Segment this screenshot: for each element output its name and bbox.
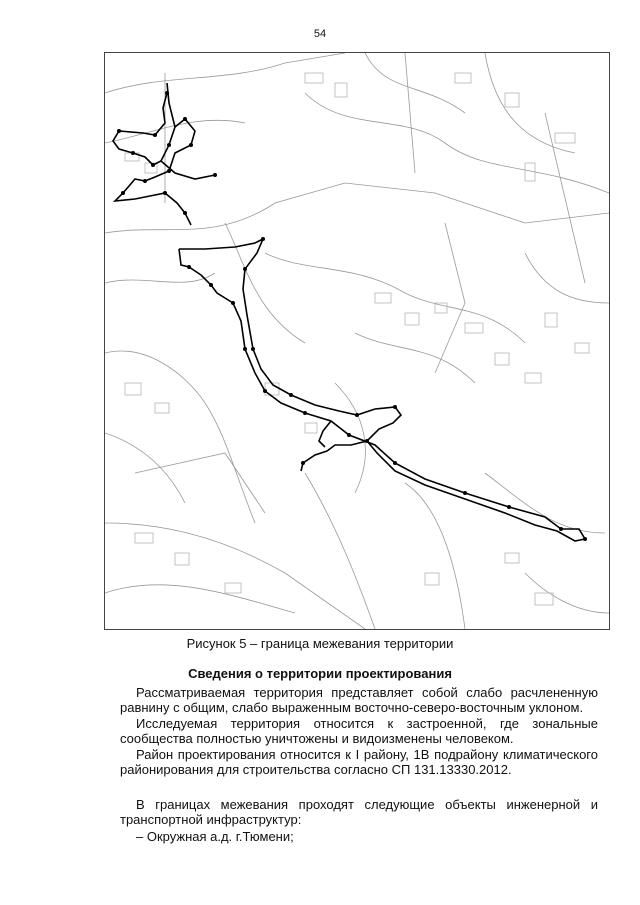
paragraph-relief: Рассматриваемая территория представляет собой слабо расчлененную равнину с общим, слабо выраженным восточно-северо-восточным уклоном.: [120, 685, 598, 715]
page-number: 54: [313, 28, 327, 40]
figure-caption: Рисунок 5 – граница межевания территории: [186, 636, 454, 651]
city-blocks: [105, 53, 609, 629]
paragraph-climate: Район проектирования относится к I району, 1В подрайону климатического районирования для строительства согласно СП 131.13330.2012.: [120, 747, 598, 777]
list-item-road: – Окружная а.д. г.Тюмени;: [136, 829, 294, 844]
boundary-map: [104, 52, 610, 630]
boundary-main: [179, 239, 585, 541]
boundary-upper: [113, 83, 215, 225]
building-outlines: [125, 73, 589, 605]
paragraph-infrastructure: В границах межевания проходят следующие объекты инженерной и транспортной инфраструктур:: [120, 797, 598, 827]
map-drawing: [105, 53, 609, 629]
paragraph-vegetation: Исследуемая территория относится к застроенной, где зональные сообщества полностью уничтожены и видоизменены человеком.: [120, 716, 598, 746]
section-title: Сведения о территории проектирования: [188, 666, 452, 681]
boundary-vertices: [117, 91, 587, 541]
